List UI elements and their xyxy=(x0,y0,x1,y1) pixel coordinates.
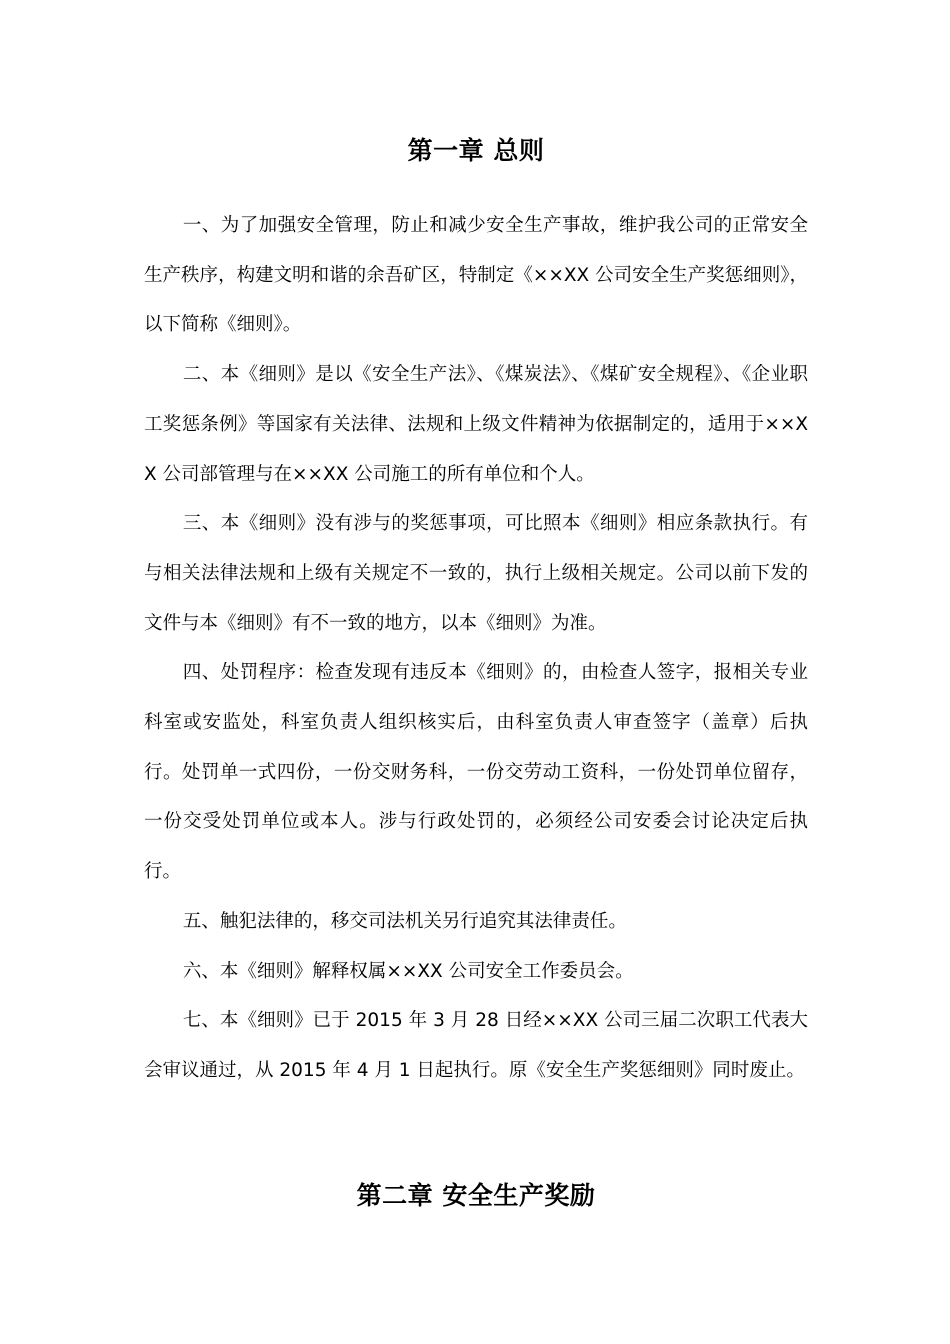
chapter-1-body xyxy=(144,201,808,1096)
article-6: 六、本《细则》解释权属××XX 公司安全工作委员会。 xyxy=(182,960,634,982)
document-page xyxy=(144,0,808,1344)
article-7: 七、本《细则》已于 2015 年 3 月 28 日经××XX 公司三届二次职工代表大会审议通过，从 2015 年 4 月 1 日起执行。原《安全生产奖惩细则》同时废止。 xyxy=(144,1010,808,1081)
article-3: 三、本《细则》没有涉与的奖惩事项，可比照本《细则》相应条款执行。有与相关法律法规和上级有关规定不一致的，执行上级相关规定。公司以前下发的文件与本《细则》有不一致的地方，以本《细则》为准。 xyxy=(144,513,808,634)
article-5: 五、触犯法律的，移交司法机关另行追究其法律责任。 xyxy=(182,910,627,932)
article-1: 一、为了加强安全管理，防止和减少安全生产事故，维护我公司的正常安全生产秩序，构建文明和谐的余吾矿区，特制定《××XX 公司安全生产奖惩细则》，以下简称《细则》。 xyxy=(144,215,808,336)
chapter-1-title: 第一章 总则 xyxy=(407,136,545,165)
article-2: 二、本《细则》是以《安全生产法》、《煤炭法》、《煤矿安全规程》、《企业职工奖惩条例》等国家有关法律、法规和上级文件精神为依据制定的，适用于××XX 公司部管理与在××XX 公司施工的所有单位和个人。 xyxy=(144,364,808,485)
chapter-2-title: 第二章 安全生产奖励 xyxy=(356,1181,596,1210)
article-4: 四、处罚程序：检查发现有违反本《细则》的，由检查人签字，报相关专业科室或安监处，科室负责人组织核实后，由科室负责人审查签字（盖章）后执行。处罚单一式四份，一份交财务科，一份交劳动工资科，一份处罚单位留存，一份交受处罚单位或本人。涉与行政处罚的，必须经公司安委会讨论决定后执行。 xyxy=(144,662,808,883)
